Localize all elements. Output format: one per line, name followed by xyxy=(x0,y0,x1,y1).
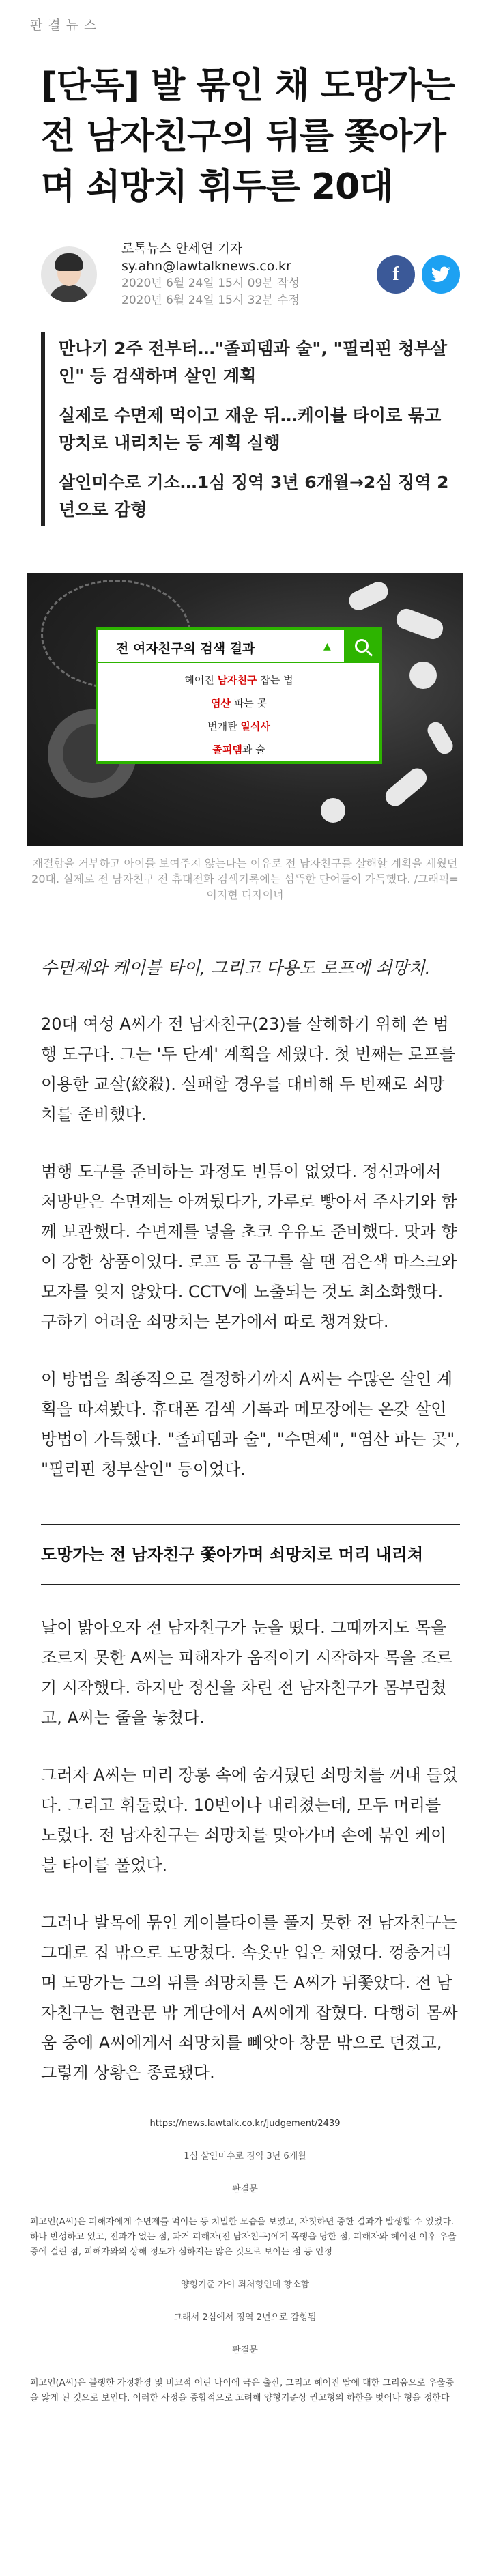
verdict-second: 그래서 2심에서 징역 2년으로 감형됨 xyxy=(173,2312,317,2323)
source-url[interactable]: https://news.lawtalk.co.kr/judgement/2439 xyxy=(149,2119,341,2129)
facebook-icon: f xyxy=(392,264,399,285)
article-title: [단독] 발 묶인 채 도망가는 전 남자친구의 뒤를 쫓아가며 쇠망치 휘두른 20대 xyxy=(41,66,455,208)
facebook-share-button[interactable] xyxy=(377,255,415,294)
suggestion-item: 헤어진 남자친구 잡는 법 xyxy=(184,674,293,686)
article-paragraph: 이 방법을 최종적으로 결정하기까지 A씨는 수많은 살인 계획을 따져봤다. 휴대폰 검색 기록과 메모장에는 온갖 살인 방법이 가득했다. "졸피뎀과 술", "수면제", "염산 파는 곳", "필리핀 청부살인" 등이었다. xyxy=(41,1370,460,1479)
search-result-box xyxy=(96,627,382,764)
section-label: 판 결 뉴 스 xyxy=(30,18,98,33)
ruling-text: 피고인(A씨)은 불행한 가정환경 및 비교적 어린 나이에 극은 출산, 그리고 헤어진 딸에 대한 그리움으로 우울증을 앓게 된 것으로 보인다. 이러한 사정을 종합적으로 고려해 양형기준상 권고형의 하한을 벗어나 형을 정한다 xyxy=(30,2378,455,2403)
byline xyxy=(0,212,490,309)
summary-item: 살인미수로 기소…1심 징역 3년 6개월→2심 징역 2년으로 감형 xyxy=(59,472,449,520)
modified-date: 2020년 6월 24일 15시 32분 수정 xyxy=(121,294,300,307)
suggestion-item: 번개탄 일식사 xyxy=(207,720,270,733)
verdict-first: 1심 살인미수로 징역 3년 6개월 xyxy=(184,2151,306,2162)
share-buttons xyxy=(377,255,460,294)
article-subheading: 도망가는 전 남자친구 쫓아가며 쇠망치로 머리 내리쳐 xyxy=(41,1524,460,1585)
reporter-avatar xyxy=(41,246,97,302)
search-suggestions xyxy=(98,663,379,761)
search-bar xyxy=(98,630,379,663)
article-summary xyxy=(41,332,460,526)
article-paragraph: 그러자 A씨는 미리 장롱 속에 숨겨뒀던 쇠망치를 꺼내 들었다. 그리고 휘둘렀다. 10번이나 내리쳤는데, 모두 머리를 노렸다. 전 남자친구는 쇠망치를 맞아가며 손에 묶인 케이블 타이를 풀었다. xyxy=(41,1766,458,1875)
twitter-icon xyxy=(431,266,450,283)
figure-caption: 재결합을 거부하고 아이를 보여주지 않는다는 이유로 전 남자친구를 살해할 계획을 세웠던 20대. 실제로 전 남자친구 전 휴대전화 검색기록에는 섬뜩한 단어들이 가득했다. /그래픽=이지현 디자이너 xyxy=(31,857,459,901)
appeal-note: 양형기준 가이 죄처형인데 항소함 xyxy=(180,2280,310,2290)
ruling-text: 피고인(A씨)은 피해자에게 수면제를 먹이는 등 치밀한 모습을 보였고, 자칫하면 중한 결과가 발생할 수 있었다. 하나 반성하고 있고, 전과가 없는 점, 과거 피해자(전 남자친구)에게 폭행을 당한 점, 피해자와 헤어진 이후 우울증에 걸린 점, 피해자와의 상해 정도가 심하지는 않은 것으로 보이는 점 등 인정 xyxy=(30,2217,457,2257)
source-block xyxy=(0,2088,490,2406)
article-figure xyxy=(27,573,463,846)
article-paragraph: 그러나 발목에 묶인 케이블타이를 풀지 못한 전 남자친구는 그대로 집 밖으로 도망쳤다. 속옷만 입은 채였다. 껑충거리며 도망가는 그의 뒤를 쇠망치를 든 A씨가 뒤쫓았다. 전 남자친구는 현관문 밖 계단에서 A씨에게 잡혔다. 다행히 몸싸움 중에 A씨에게서 쇠망치를 빼앗아 창문 밖으로 던졌고, 그렇게 상황은 종료됐다. xyxy=(41,1913,458,2082)
suggestion-item: 졸피뎀과 술 xyxy=(212,744,265,756)
byline-text xyxy=(121,240,377,309)
reporter-email[interactable]: sy.ahn@lawtalknews.co.kr xyxy=(121,259,291,274)
court-label: 판결문 xyxy=(232,2184,258,2194)
summary-item: 만나기 2주 전부터…"졸피뎀과 술", "필리핀 청부살인" 등 검색하며 살인 계획 xyxy=(59,339,448,386)
twitter-share-button[interactable] xyxy=(422,255,460,294)
summary-item: 실제로 수면제 먹이고 재운 뒤…케이블 타이로 묶고 망치로 내리치는 등 계획 실행 xyxy=(59,406,442,453)
article-paragraph: 날이 밝아오자 전 남자친구가 눈을 떴다. 그때까지도 목을 조르지 못한 A씨는 피해자가 움직이기 시작하자 목을 조르기 시작했다. 하지만 정신을 차린 전 남자친구가 몸부림쳤고, A씨는 줄을 놓쳤다. xyxy=(41,1618,453,1727)
suggestion-item: 염산 파는 곳 xyxy=(211,697,267,709)
reporter-name: 로톡뉴스 안세연 기자 xyxy=(121,241,243,256)
court-label: 판결문 xyxy=(232,2345,258,2355)
caret-up-icon: ▲ xyxy=(323,641,331,652)
search-button xyxy=(344,630,379,662)
created-date: 2020년 6월 24일 15시 09분 작성 xyxy=(121,277,300,290)
search-title: 전 여자친구의 검색 결과 xyxy=(116,641,255,656)
article-paragraph: 20대 여성 A씨가 전 남자친구(23)를 살해하기 위해 쓴 범행 도구다. 그는 '두 단계' 계획을 세웠다. 첫 번째는 로프를 이용한 교살(絞殺). 실패할 경우를 대비해 두 번째로 쇠망치를 준비했다. xyxy=(41,1015,456,1124)
article-lead: 수면제와 케이블 타이, 그리고 다용도 로프에 쇠망치. xyxy=(41,958,431,978)
article-paragraph: 범행 도구를 준비하는 과정도 빈틈이 없었다. 정신과에서 처방받은 수면제는 아껴뒀다가, 가루로 빻아서 주사기와 함께 보관했다. 수면제를 넣을 초코 우유도 준비했다. 맛과 향이 강한 상품이었다. 로프 등 공구를 살 땐 검은색 마스크와 모자를 잊지 않았다. CCTV에 노출되는 것도 최소화했다. 구하기 어려운 쇠망치는 본가에서 따로 챙겨왔다. xyxy=(41,1162,457,1331)
search-icon xyxy=(355,639,369,653)
